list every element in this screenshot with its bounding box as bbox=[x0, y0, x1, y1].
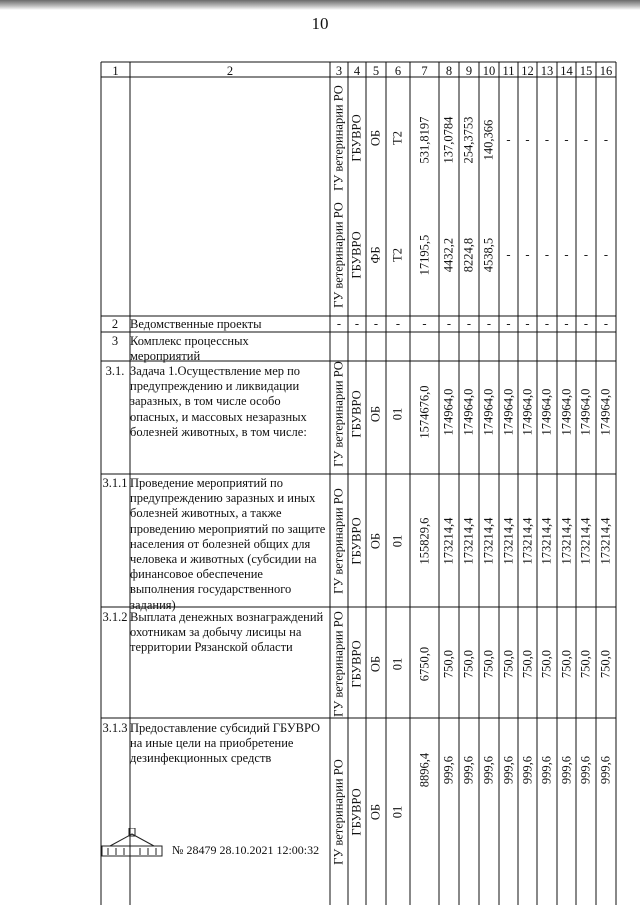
row-2-dash: - bbox=[395, 316, 401, 331]
rows-r31-value: 174964,0 bbox=[598, 388, 613, 436]
rows-r31-code: 01 bbox=[390, 407, 405, 421]
rows-r313-value: 999,6 bbox=[598, 755, 613, 785]
row-2-dash: - bbox=[525, 316, 530, 331]
cont-row_b-value: - bbox=[603, 247, 609, 262]
cont-row_a-value: - bbox=[506, 132, 511, 147]
rows-r312-value: 750,0 bbox=[520, 649, 534, 679]
rows-r313-organization: ГБУВРО bbox=[349, 788, 364, 836]
column-number-11: 11 bbox=[502, 64, 515, 78]
cont-row_b-organization: ГБУВРО bbox=[349, 231, 364, 279]
building-emblem-icon bbox=[100, 828, 164, 858]
document-footer bbox=[100, 828, 360, 858]
cont-row_b-value: - bbox=[583, 247, 589, 262]
rows-r311-value: 173214,4 bbox=[520, 517, 534, 565]
row-2-dash: - bbox=[486, 316, 492, 331]
rows-r311-organization: ГБУВРО bbox=[349, 517, 364, 565]
rows-r31-value: 174964,0 bbox=[520, 388, 534, 436]
cont-row_a-value: - bbox=[603, 132, 609, 147]
rows-r312-value: 750,0 bbox=[578, 649, 593, 679]
row-number-3: 3 bbox=[111, 334, 119, 348]
rows-r313-code: 01 bbox=[390, 805, 405, 819]
rows-r313-value: 999,6 bbox=[501, 755, 515, 785]
row-number-3-1-1: 3.1.1 bbox=[102, 476, 128, 490]
row-text-2: Ведомственные проекты bbox=[130, 317, 262, 331]
rows-r311-value: 155829,6 bbox=[417, 517, 431, 565]
cont-row_a-budget: ОБ bbox=[368, 129, 383, 147]
cont-row_a-value: 531,8197 bbox=[417, 116, 431, 164]
document-registration-info bbox=[172, 843, 319, 858]
rows-r311-value: 173214,4 bbox=[539, 517, 554, 565]
column-number-2: 2 bbox=[226, 64, 234, 78]
cont-row_a-value: 137,0784 bbox=[441, 116, 456, 164]
row-2-dash: - bbox=[506, 316, 511, 331]
cont-row_b-code: Т2 bbox=[390, 248, 405, 262]
rows-r313-value: 999,6 bbox=[520, 755, 534, 785]
column-number-12: 12 bbox=[521, 64, 534, 78]
rows-r311-value: 173214,4 bbox=[578, 517, 593, 565]
row-2-dash: - bbox=[564, 316, 569, 331]
row-text-3-1: Задача 1.Осуществление мер по предупреждению и ликвидации заразных, в том числе особо опасных, и массовых незаразных болезней животных, в том числе: bbox=[130, 364, 307, 439]
row-text-3-1-2: Выплата денежных вознаграждений охотникам за добычу лисицы на территории Рязанской области bbox=[130, 610, 324, 655]
rows-r313-value: 999,6 bbox=[539, 755, 554, 785]
rows-r313-value: 999,6 bbox=[559, 755, 573, 785]
rows-r311-value: 173214,4 bbox=[501, 517, 515, 565]
page-number: 10 bbox=[311, 14, 329, 33]
rows-r312-executor: ГУ ветеринарии РО bbox=[331, 611, 346, 717]
rows-r31-organization: ГБУВРО bbox=[349, 390, 364, 438]
rows-r313-value: 8896,4 bbox=[417, 752, 431, 788]
cont-row_a-value: 140,366 bbox=[481, 119, 496, 161]
row-number-3-1: 3.1. bbox=[105, 364, 125, 378]
row-2-dash: - bbox=[466, 316, 472, 331]
column-number-8: 8 bbox=[445, 64, 453, 78]
column-number-13: 13 bbox=[540, 64, 554, 78]
rows-r313-executor: ГУ ветеринарии РО bbox=[331, 759, 346, 865]
cont-row_b-value: - bbox=[564, 247, 569, 262]
cont-row_b-executor: ГУ ветеринарии РО bbox=[331, 202, 346, 308]
rows-r312-value: 750,0 bbox=[481, 649, 496, 679]
row-text-3: Комплекс процессных мероприятий bbox=[130, 334, 249, 364]
rows-r31-value: 174964,0 bbox=[461, 388, 476, 436]
column-number-5: 5 bbox=[372, 64, 380, 78]
cont-row_b-value: 17195,5 bbox=[417, 234, 431, 276]
rows-r31-budget: ОБ bbox=[368, 405, 383, 423]
rows-r313-value: 999,6 bbox=[461, 755, 476, 785]
row-2-dash: - bbox=[603, 316, 609, 331]
rows-r31-value: 174964,0 bbox=[481, 388, 496, 436]
row-number-3-1-2: 3.1.2 bbox=[102, 610, 128, 624]
rows-r312-value: 750,0 bbox=[598, 649, 613, 679]
cont-row_b-value: 4538,5 bbox=[481, 237, 496, 273]
cont-row_b-value: - bbox=[506, 247, 511, 262]
rows-r313-budget: ОБ bbox=[368, 803, 383, 821]
column-number-1: 1 bbox=[112, 64, 119, 78]
rows-r313-value: 999,6 bbox=[481, 755, 496, 785]
row-text-3-1-3: Предоставление субсидий ГБУВРО на иные цели на приобретение дезинфекционных средств bbox=[130, 721, 321, 766]
rows-r312-value: 750,0 bbox=[441, 649, 456, 679]
rows-r312-budget: ОБ bbox=[368, 655, 383, 673]
rows-r313-value: 999,6 bbox=[578, 755, 593, 785]
rows-r31-value: 174964,0 bbox=[441, 388, 456, 436]
rows-r311-value: 173214,4 bbox=[598, 517, 613, 565]
row-2-dash: - bbox=[354, 316, 360, 331]
rows-r311-value: 173214,4 bbox=[441, 517, 456, 565]
cont-row_a-value: 254,3753 bbox=[461, 116, 476, 164]
column-number-3: 3 bbox=[335, 64, 343, 78]
registration-number-date: 28479 28.10.2021 12:00:32 bbox=[186, 843, 320, 857]
rows-r312-code: 01 bbox=[390, 657, 405, 671]
column-number-15: 15 bbox=[579, 64, 593, 78]
rows-r31-value: 1574676,0 bbox=[417, 385, 431, 439]
cont-row_a-value: - bbox=[564, 132, 569, 147]
rows-r311-value: 173214,4 bbox=[481, 517, 496, 565]
rows-r311-executor: ГУ ветеринарии РО bbox=[331, 488, 346, 594]
rows-r31-value: 174964,0 bbox=[539, 388, 554, 436]
rows-r312-value: 750,0 bbox=[559, 649, 573, 679]
row-text-3-1-1: Проведение мероприятий по предупреждению заразных и иных болезней животных, а также проведению мероприятий по защите населения от болезней общих для человека и животных (субсидии на финансовое обеспечение выполнения государственного задания) bbox=[130, 476, 326, 612]
row-2-dash: - bbox=[544, 316, 550, 331]
number-sign: № bbox=[172, 843, 184, 857]
rows-r31-value: 174964,0 bbox=[578, 388, 593, 436]
column-number-16: 16 bbox=[599, 64, 613, 78]
cont-row_b-budget: ФБ bbox=[368, 246, 383, 264]
cont-row_a-value: - bbox=[525, 132, 530, 147]
cont-row_a-executor: ГУ ветеринарии РО bbox=[331, 85, 346, 191]
cont-row_a-value: - bbox=[583, 132, 589, 147]
cont-row_a-organization: ГБУВРО bbox=[349, 114, 364, 162]
rows-r311-value: 173214,4 bbox=[559, 517, 573, 565]
cont-row_b-value: - bbox=[525, 247, 530, 262]
rows-r312-value: 6750,0 bbox=[417, 646, 431, 682]
column-number-14: 14 bbox=[560, 64, 573, 78]
column-number-4: 4 bbox=[353, 64, 361, 78]
cont-row_a-code: Т2 bbox=[390, 131, 405, 145]
column-number-10: 10 bbox=[482, 64, 496, 78]
rows-r312-value: 750,0 bbox=[461, 649, 476, 679]
rows-r31-executor: ГУ ветеринарии РО bbox=[331, 361, 346, 467]
rows-r311-value: 173214,4 bbox=[461, 517, 476, 565]
rows-r312-organization: ГБУВРО bbox=[349, 640, 364, 688]
rows-r311-budget: ОБ bbox=[368, 532, 383, 550]
rows-r31-value: 174964,0 bbox=[559, 388, 573, 436]
rows-r313-value: 999,6 bbox=[441, 755, 456, 785]
rows-r312-value: 750,0 bbox=[501, 649, 515, 679]
cont-row_b-value: - bbox=[544, 247, 550, 262]
cont-row_b-value: 4432,2 bbox=[441, 237, 456, 273]
cont-row_b-value: 8224,8 bbox=[461, 237, 476, 273]
row-2-dash: - bbox=[583, 316, 589, 331]
row-2-dash: - bbox=[422, 316, 427, 331]
row-number-2: 2 bbox=[111, 317, 119, 331]
row-2-dash: - bbox=[373, 316, 379, 331]
rows-r311-code: 01 bbox=[390, 534, 405, 548]
column-number-7: 7 bbox=[421, 64, 428, 78]
row-2-dash: - bbox=[446, 316, 452, 331]
row-number-3-1-3: 3.1.3 bbox=[102, 721, 128, 735]
rows-r312-value: 750,0 bbox=[539, 649, 554, 679]
rows-r31-value: 174964,0 bbox=[501, 388, 515, 436]
cont-row_a-value: - bbox=[544, 132, 550, 147]
column-number-9: 9 bbox=[465, 64, 473, 78]
row-2-dash: - bbox=[336, 316, 342, 331]
column-number-6: 6 bbox=[394, 64, 402, 78]
